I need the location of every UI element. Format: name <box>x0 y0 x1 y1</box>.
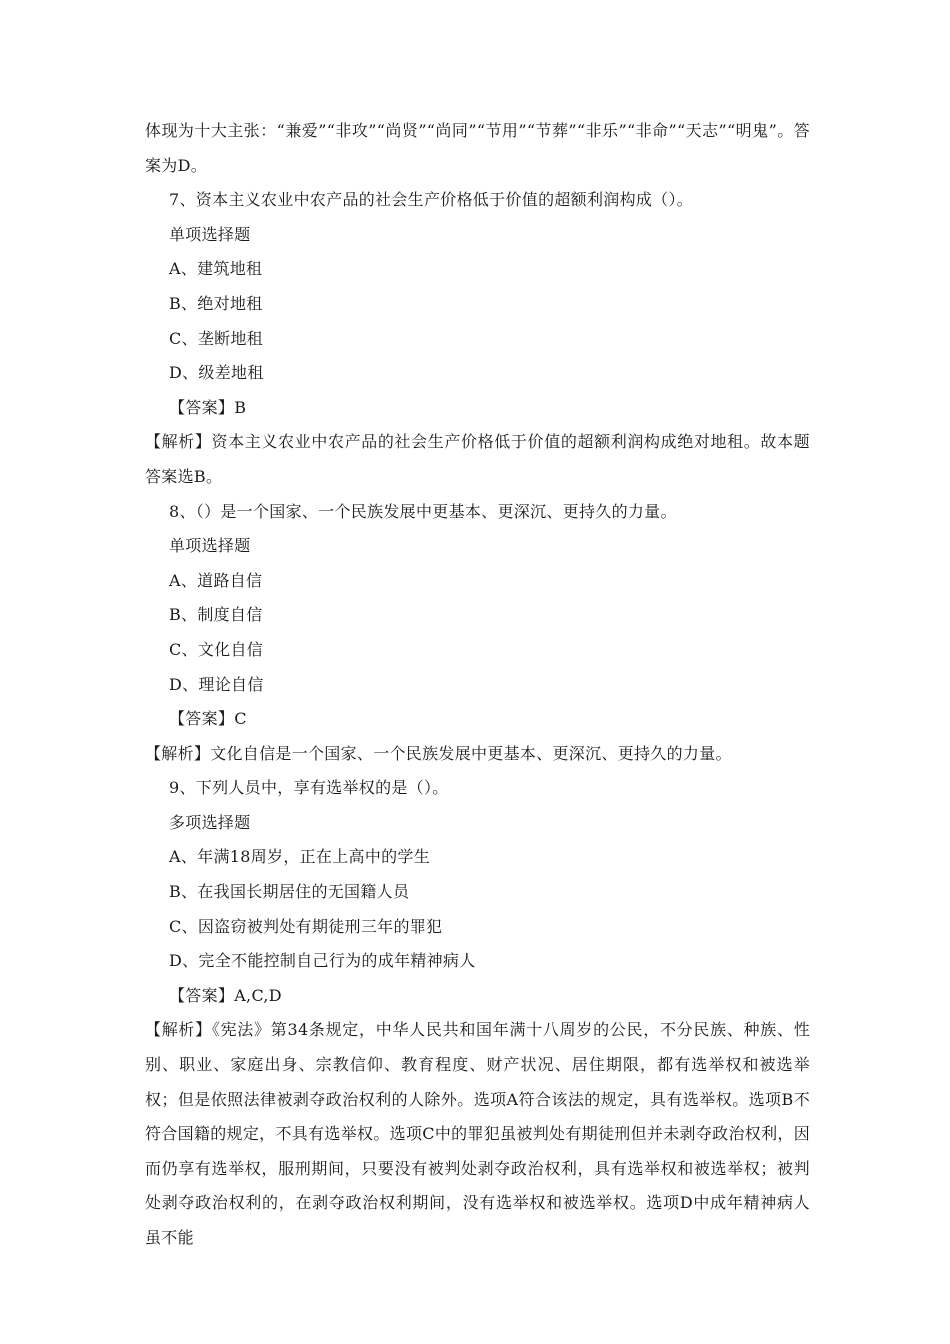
paragraph-mohist-answer: 体现为十大主张：“兼爱”“非攻”“尚贤”“尚同”“节用”“节葬”“非乐”“非命”“天志”“明鬼”。答案为D。 <box>145 121 810 175</box>
option-8c: C、文化自信 <box>169 639 264 659</box>
question-9: 9、下列人员中，享有选举权的是（）。 <box>169 778 449 798</box>
analysis-7: 【解析】资本主义农业中农产品的社会生产价格低于价值的超额利润构成绝对地租。故本题答案选B。 <box>145 432 810 486</box>
analysis-9: 【解析】《宪法》第34条规定，中华人民共和国年满十八周岁的公民，不分民族、种族、性别、职业、家庭出身、宗教信仰、教育程度、财产状况、居住期限，都有选举权和被选举权；但是依照法律被剥夺政治权利的人除外。选项A符合该法的规定，具有选举权。选项B不符合国籍的规定，不具有选举权。选项C中的罪犯虽被判处有期徒刑但并未剥夺政治权利，因而仍享有选举权，服刑期间，只要没有被判处剥夺政治权利，具有选举权和被选举权；被判处剥夺政治权利的，在剥夺政治权利期间，没有选举权和被选举权。选项D中成年精神病人虽不能 <box>145 1020 810 1247</box>
option-9d: D、完全不能控制自己行为的成年精神病人 <box>169 951 476 971</box>
question-type-9: 多项选择题 <box>169 812 251 832</box>
option-8d: D、理论自信 <box>169 674 264 694</box>
option-8b: B、制度自信 <box>169 605 263 625</box>
question-8: 8、（）是一个国家、一个民族发展中更基本、更深沉、更持久的力量。 <box>169 501 677 521</box>
option-7d: D、级差地租 <box>169 363 264 383</box>
question-type-8: 单项选择题 <box>169 536 251 556</box>
option-8a: A、道路自信 <box>169 570 263 590</box>
option-7c: C、垄断地租 <box>169 328 264 348</box>
option-9c: C、因盗窃被判处有期徒刑三年的罪犯 <box>169 916 443 936</box>
option-9a: A、年满18周岁，正在上高中的学生 <box>169 847 431 867</box>
answer-9: 【答案】A,C,D <box>169 985 282 1005</box>
option-9b: B、在我国长期居住的无国籍人员 <box>169 882 410 902</box>
question-type-7: 单项选择题 <box>169 224 251 244</box>
answer-7: 【答案】B <box>169 397 247 417</box>
analysis-8: 【解析】文化自信是一个国家、一个民族发展中更基本、更深沉、更持久的力量。 <box>145 743 732 763</box>
option-7b: B、绝对地租 <box>169 293 263 313</box>
question-7: 7、资本主义农业中农产品的社会生产价格低于价值的超额利润构成（）。 <box>169 190 694 210</box>
answer-8: 【答案】C <box>169 709 247 729</box>
document-body <box>145 114 810 1256</box>
option-7a: A、建筑地租 <box>169 259 263 279</box>
